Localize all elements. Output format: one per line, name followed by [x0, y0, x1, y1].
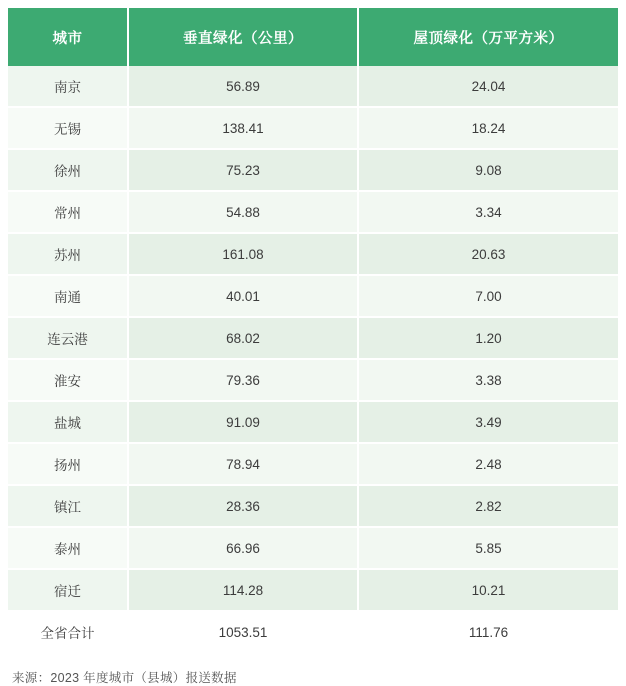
cell-city: 南通: [8, 275, 128, 317]
cell-rooftop: 1.20: [358, 317, 618, 359]
cell-city: 宿迁: [8, 569, 128, 611]
cell-vertical: 138.41: [128, 107, 358, 149]
cell-vertical: 79.36: [128, 359, 358, 401]
cell-rooftop: 3.38: [358, 359, 618, 401]
cell-vertical: 56.89: [128, 66, 358, 107]
cell-vertical: 28.36: [128, 485, 358, 527]
table-row: [8, 443, 618, 485]
table-row: [8, 191, 618, 233]
table-row: [8, 359, 618, 401]
cell-city: 无锡: [8, 107, 128, 149]
table-row: [8, 107, 618, 149]
cell-rooftop: 2.48: [358, 443, 618, 485]
cell-rooftop: 3.34: [358, 191, 618, 233]
table-header-row: [8, 8, 618, 66]
table-row: [8, 275, 618, 317]
cell-vertical: 161.08: [128, 233, 358, 275]
cell-city: 镇江: [8, 485, 128, 527]
cell-vertical: 114.28: [128, 569, 358, 611]
cell-total-rooftop: 111.76: [358, 611, 618, 652]
table-header: [8, 8, 618, 66]
cell-vertical: 91.09: [128, 401, 358, 443]
cell-vertical: 75.23: [128, 149, 358, 191]
cell-city: 苏州: [8, 233, 128, 275]
cell-rooftop: 3.49: [358, 401, 618, 443]
cell-city: 徐州: [8, 149, 128, 191]
table-row: [8, 401, 618, 443]
cell-rooftop: 10.21: [358, 569, 618, 611]
cell-rooftop: 7.00: [358, 275, 618, 317]
column-header-rooftop-greening: 屋顶绿化（万平方米）: [358, 8, 618, 66]
table-body: [8, 66, 618, 652]
cell-city: 泰州: [8, 527, 128, 569]
cell-city: 南京: [8, 66, 128, 107]
table-row: [8, 149, 618, 191]
column-header-city: 城市: [8, 8, 128, 66]
table-row: [8, 527, 618, 569]
table-row: [8, 233, 618, 275]
cell-rooftop: 9.08: [358, 149, 618, 191]
cell-vertical: 66.96: [128, 527, 358, 569]
greening-data-table: [8, 8, 618, 652]
cell-vertical: 40.01: [128, 275, 358, 317]
cell-total-vertical: 1053.51: [128, 611, 358, 652]
table-row: [8, 569, 618, 611]
cell-rooftop: 18.24: [358, 107, 618, 149]
column-header-vertical-greening: 垂直绿化（公里）: [128, 8, 358, 66]
table-row: [8, 485, 618, 527]
cell-city: 淮安: [8, 359, 128, 401]
cell-city: 扬州: [8, 443, 128, 485]
cell-city: 盐城: [8, 401, 128, 443]
table-row: [8, 66, 618, 107]
cell-rooftop: 2.82: [358, 485, 618, 527]
cell-vertical: 78.94: [128, 443, 358, 485]
cell-vertical: 68.02: [128, 317, 358, 359]
cell-rooftop: 20.63: [358, 233, 618, 275]
cell-rooftop: 5.85: [358, 527, 618, 569]
cell-city: 连云港: [8, 317, 128, 359]
cell-city: 常州: [8, 191, 128, 233]
cell-total-label: 全省合计: [8, 611, 128, 652]
cell-rooftop: 24.04: [358, 66, 618, 107]
table-total-row: [8, 611, 618, 652]
source-note: 来源：2023 年度城市（县城）报送数据: [12, 671, 237, 685]
cell-vertical: 54.88: [128, 191, 358, 233]
table-row: [8, 317, 618, 359]
